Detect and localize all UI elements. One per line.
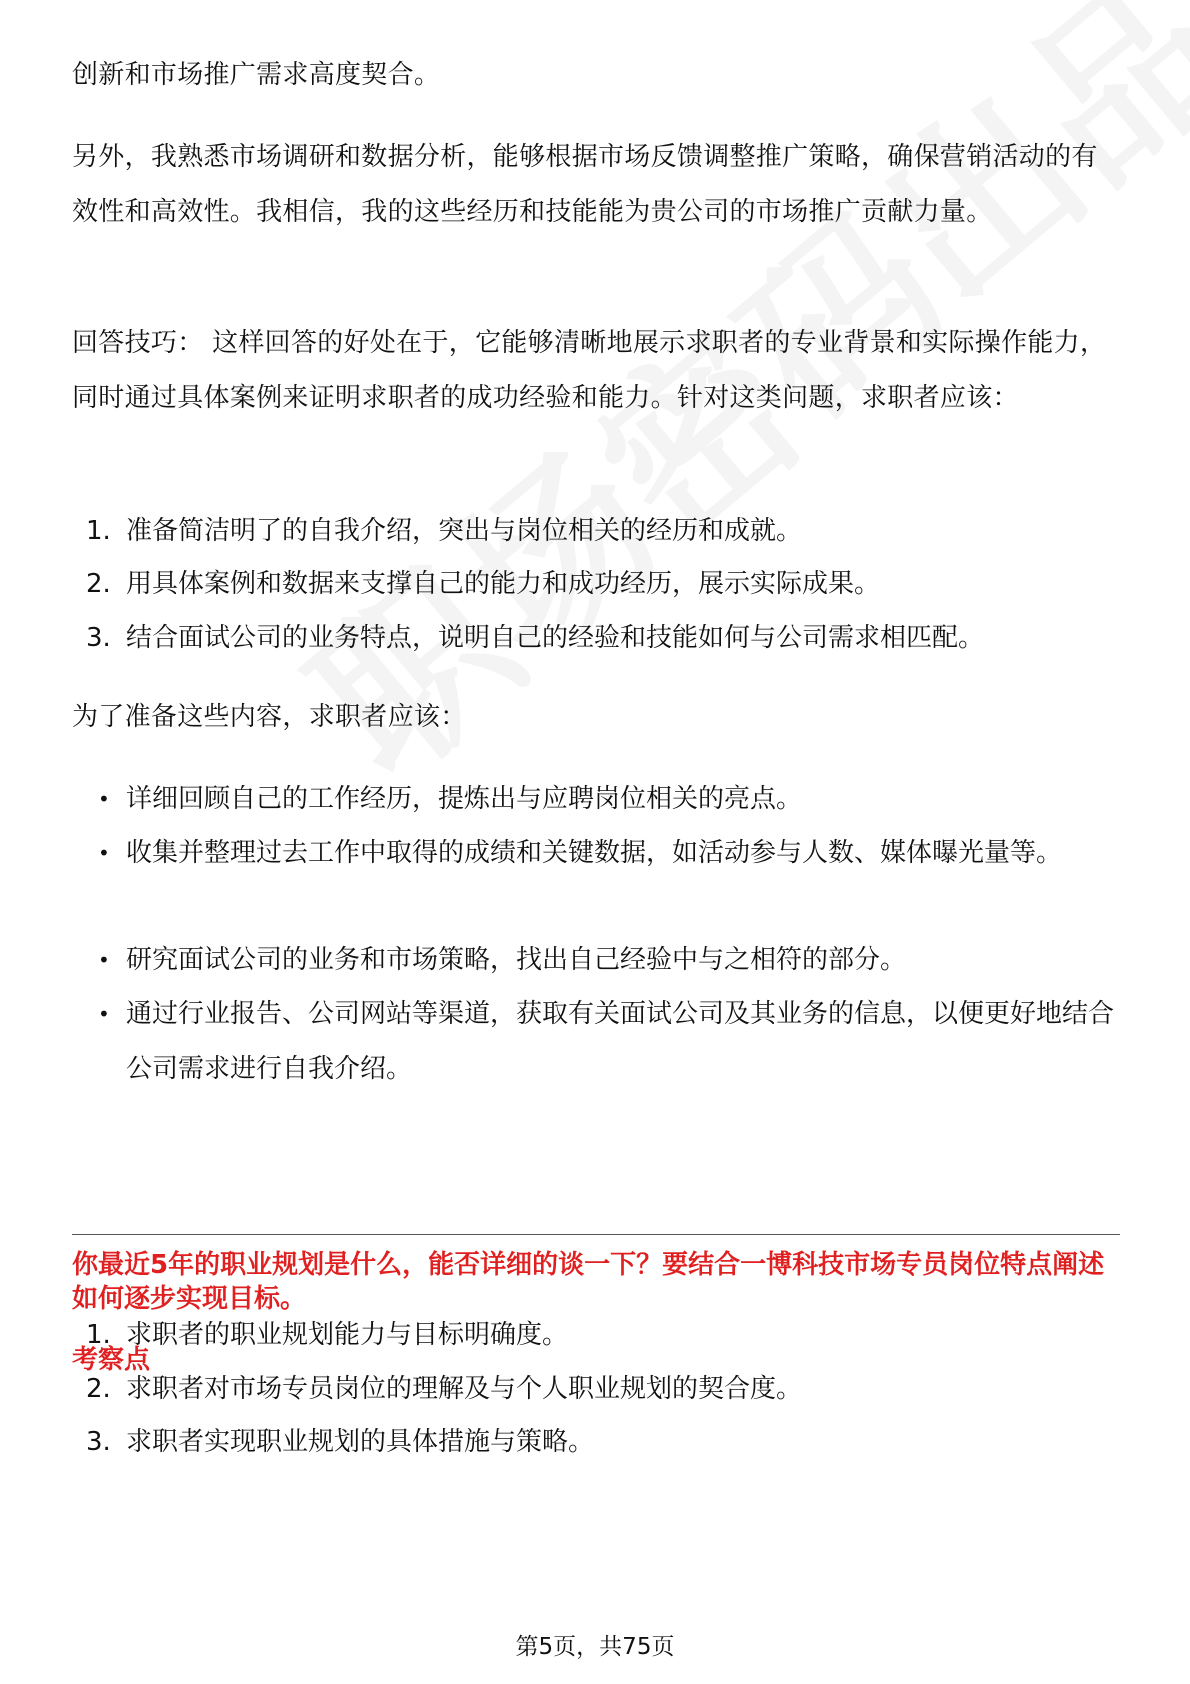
list-item-text: 求职者对市场专员岗位的理解及与个人职业规划的契合度。 <box>126 1374 803 1404</box>
bullet-icon: • <box>98 787 110 811</box>
list-item-text: 研究面试公司的业务和市场策略，找出自己经验中与之相符的部分。 <box>126 945 907 975</box>
list-number: 2. <box>86 1374 111 1404</box>
list-number: 3. <box>86 1427 111 1457</box>
list-number: 1. <box>86 516 111 546</box>
section-label-exam-points: 考察点 <box>72 1345 151 1375</box>
paragraph-answer-tips: 回答技巧： 这样回答的好处在于，它能够清晰地展示求职者的专业背景和实际操作能力，同时通过具体案例来证明求职者的成功经验和能力。针对这类问题，求职者应该： <box>72 328 1107 413</box>
bullet-icon: • <box>98 841 110 865</box>
bullet-icon: • <box>98 1002 110 1026</box>
section-divider <box>72 1234 1120 1235</box>
list-item-text: 详细回顾自己的工作经历，提炼出与应聘岗位相关的亮点。 <box>126 784 803 814</box>
list-item-text: 收集并整理过去工作中取得的成绩和关键数据，如活动参与人数、媒体曝光量等。 <box>126 838 1063 868</box>
page-number: 第5页，共75页 <box>515 1634 675 1660</box>
list-item-text: 结合面试公司的业务特点，说明自己的经验和技能如何与公司需求相匹配。 <box>126 623 985 653</box>
list-number: 1. <box>86 1320 111 1350</box>
paragraph-intro-end: 创新和市场推广需求高度契合。 <box>72 60 441 90</box>
list-item-text: 求职者的职业规划能力与目标明确度。 <box>126 1320 569 1350</box>
list-number: 3. <box>86 623 111 653</box>
bullet-icon: • <box>98 948 110 972</box>
interview-question: 你最近5年的职业规划是什么，能否详细的谈一下？要结合一博科技市场专员岗位特点阐述如何逐步实现目标。 <box>72 1250 1105 1314</box>
paragraph-market-research: 另外，我熟悉市场调研和数据分析，能够根据市场反馈调整推广策略，确保营销活动的有效性和高效性。我相信，我的这些经历和技能能为贵公司的市场推广贡献力量。 <box>72 142 1098 227</box>
list-item-text: 准备简洁明了的自我介绍，突出与岗位相关的经历和成就。 <box>126 516 803 546</box>
paragraph-prep-intro: 为了准备这些内容，求职者应该： <box>72 702 467 732</box>
list-number: 2. <box>86 569 111 599</box>
list-item-text: 求职者实现职业规划的具体措施与策略。 <box>126 1427 595 1457</box>
list-item-text: 用具体案例和数据来支撑自己的能力和成功经历，展示实际成果。 <box>126 569 881 599</box>
list-item-text: 通过行业报告、公司网站等渠道，获取有关面试公司及其业务的信息，以便更好地结合公司需求进行自我介绍。 <box>126 999 1115 1084</box>
